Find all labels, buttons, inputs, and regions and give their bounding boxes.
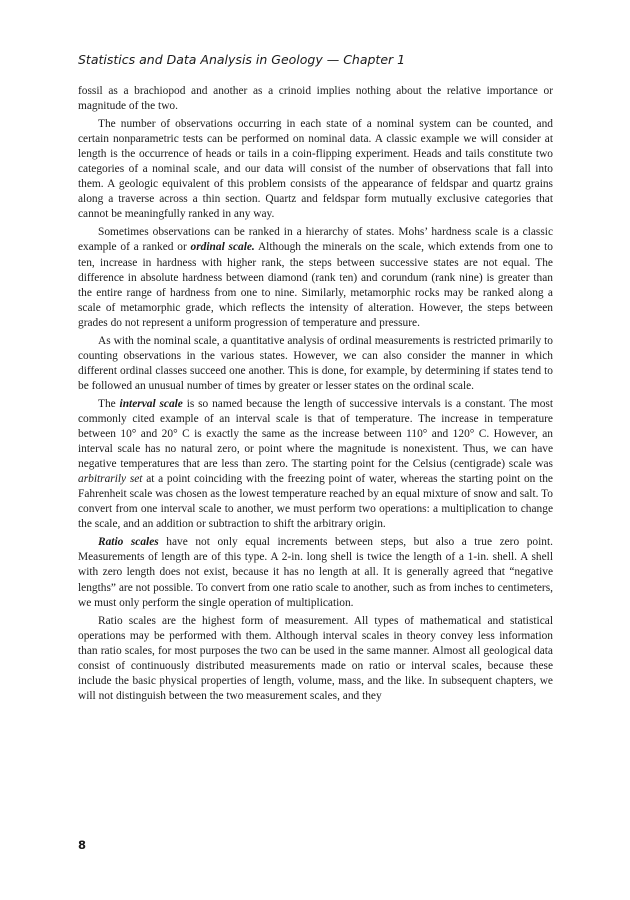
paragraph (78, 84, 553, 114)
text-run: fossil as a brachiopod and another as a crinoid implies nothing about the relative importance or magnitude of the two. (78, 85, 553, 113)
text-run: at a point coinciding with the freezing point of water, whereas the starting point on the Fahrenheit scale was chosen as the lowest temperature reached by an equal mixture of snow and salt. To convert from one interval scale to another, we must perform two operations: a multiplication to change the scale, and an addition or subtraction to shift the arbitrary origin. (78, 473, 553, 531)
paragraph (78, 614, 553, 704)
defined-term: ordinal scale. (190, 241, 255, 254)
text-run: have not only equal increments between steps, but also a true zero point. Measurements of length are of this type. A 2-in. long shell is twice the length of a 1-in. shell. A shell with zero length does not exist, because it has no length at all. It is generally agreed that “negative lengths” are not possible. To convert from one ratio scale to another, such as from inches to centimeters, we must only perform the single operation of multiplication. (78, 536, 553, 609)
emphasis-text: arbitrarily set (78, 473, 143, 486)
paragraph (78, 397, 553, 532)
paragraph (78, 535, 553, 610)
paragraph (78, 117, 553, 222)
paragraph (78, 334, 553, 394)
page-number: 8 (78, 838, 87, 852)
text-run: Ratio scales are the highest form of measurement. All types of mathematical and statistical operations may be performed with them. Although interval scales in theory convey less information than ratio scales, for most purposes the two can be used in the same manner. Almost all geological data consist of continuously distributed measurements made on ratio or interval scales, because these include the basic physical properties of length, volume, mass, and the like. In subsequent chapters, we will not distinguish between the two measurement scales, and they (78, 614, 553, 702)
running-header: Statistics and Data Analysis in Geology — Chapter 1 (78, 52, 406, 67)
text-run: Although the minerals on the scale, which extends from one to ten, increase in hardness with higher rank, the steps between successive states are not equal. The difference in absolute hardness between diamond (rank ten) and corundum (rank nine) is greater than the entire range of hardness from one to nine. Similarly, metamorphic rocks may be ranked along a scale of metamorphic grade, which reflects the intensity of alteration. However, the steps between grades do not represent a uniform progression of temperature and pressure. (78, 241, 553, 329)
defined-term: interval scale (119, 397, 183, 410)
text-run: Sometimes observations can be ranked in a hierarchy of states. Mohs’ hardness scale is a classic example of a ranked or (78, 226, 553, 254)
text-run: As with the nominal scale, a quantitative analysis of ordinal measurements is restricted primarily to counting observations in the various states. However, we can also consider the manner in which different ordinal classes succeed one another. This is done, for example, by determining if states tend to be followed an unusual number of times by greater or lesser states on the ordinal scale. (78, 334, 553, 392)
text-run: The number of observations occurring in each state of a nominal system can be counted, and certain nonparametric tests can be performed on nominal data. A classic example we will consider at length is the occurrence of heads or tails in a coin-flipping experiment. Heads and tails constitute two categories of a nominal scale, and our data will consist of the number of observations that fall into them. A geologic equivalent of this problem consists of the appearance of feldspar and quartz grains along a traverse across a thin section. Quartz and feldspar form mutually exclusive categories that cannot be meaningfully ranked in any way. (78, 118, 553, 221)
text-run: is so named because the length of successive intervals is a constant. The most commonly cited example of an interval scale is that of temperature. The increase in temperature between 10° and 20° C is exactly the same as the increase between 110° and 120° C. However, an interval scale has no natural zero, or point where the magnitude is nonexistent. Thus, we can have negative temperatures that are less than zero. The starting point for the Celsius (centigrade) scale was (78, 397, 553, 471)
defined-term: Ratio scales (98, 536, 159, 549)
text-run: The (98, 397, 120, 410)
body-text (78, 84, 553, 707)
paragraph (78, 225, 553, 330)
